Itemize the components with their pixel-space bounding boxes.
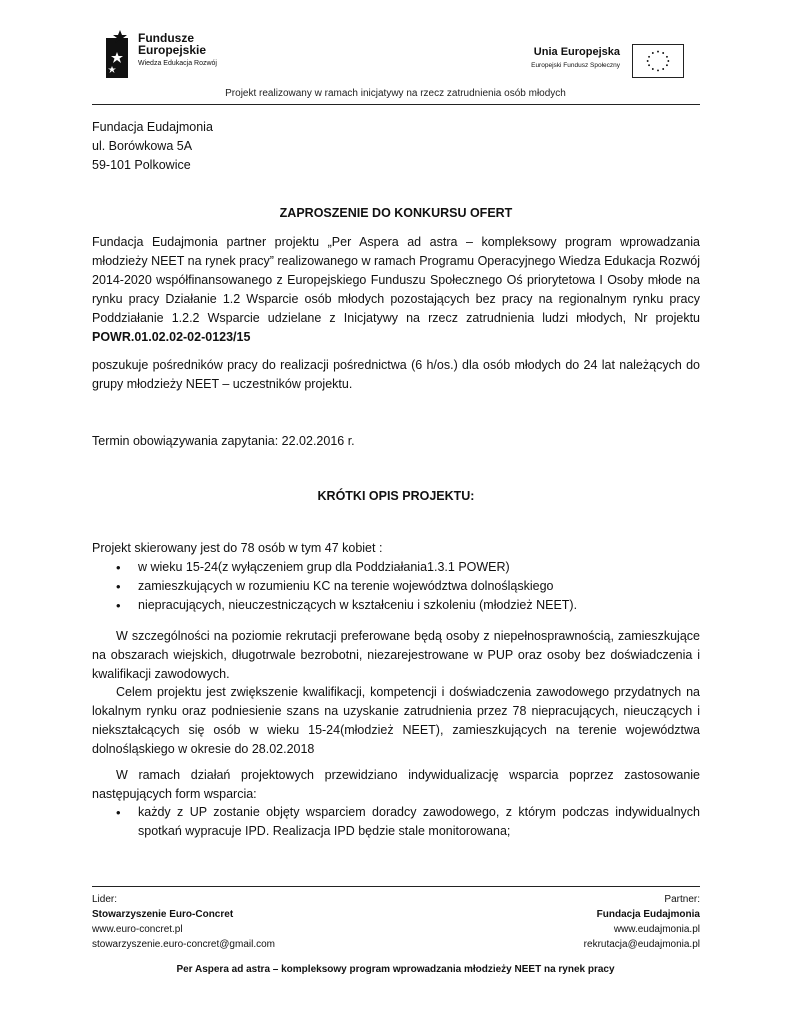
list-item: • zamieszkujących w rozumieniu KC na terenie województwa dolnośląskiego (116, 577, 700, 596)
target-intro: Projekt skierowany jest do 78 osób w tym 47 kobiet : (92, 541, 383, 555)
preferred-paragraph: W szczególności na poziomie rekrutacji preferowane będą osoby z niepełnosprawnością, zamieszkujące na obszarach wiejskich, długotrwale bezrobotni, niezarejestrowane w PUP oraz osoby bez doświadczenia i kwalifikacji zawodowych. (92, 629, 700, 681)
fe-logo-line2: Europejskie (138, 43, 207, 57)
footer-leader (92, 892, 275, 952)
footer-caption: Per Aspera ad astra – kompleksowy program wprowadzania młodzieży NEET na rynek pracy (176, 964, 615, 975)
ue-logo-line2: Europejski Fundusz Społeczny (531, 62, 620, 69)
deadline-text: Termin obowiązywania zapytania: 22.02.2016 r. (92, 434, 355, 448)
header-divider (92, 104, 700, 105)
leader-www[interactable]: www.euro-concret.pl (92, 924, 183, 935)
footer-divider (92, 886, 700, 887)
list-item: • niepracujących, nieuczestniczących w kształceniu i szkoleniu (młodzież NEET). (116, 596, 700, 615)
forms-block (92, 803, 700, 841)
unia-europejska-logo (508, 44, 684, 80)
address-line1: Fundacja Eudajmonia (92, 120, 213, 134)
section-title: KRÓTKI OPIS PROJEKTU: (317, 489, 475, 503)
eu-flag-icon (632, 44, 684, 78)
document-title: ZAPROSZENIE DO KONKURSU OFERT (279, 206, 513, 220)
leader-name: Stowarzyszenie Euro-Concret (92, 909, 234, 920)
address-block (92, 118, 700, 175)
ue-logo-line1: Unia Europejska (533, 46, 620, 58)
goal-paragraph: Celem projektu jest zwiększenie kwalifikacji, kompetencji i doświadczenia zawodowego przydatnych na lokalnym rynku oraz podniesienie szans na uzyskanie zatrudnienia przez 78 niepracujących, nieuczących i niekształcących się osób w wieku 15-24(młodzież NEET), zamieszkujących na terenie województwa dolnośląskiego w okresie do 28.02.2018 (92, 685, 700, 756)
partner-www[interactable]: www.eudajmonia.pl (613, 924, 700, 935)
leader-label: Lider: (92, 894, 118, 905)
fundusze-europejskie-logo (106, 30, 256, 78)
list-item: • w wieku 15-24(z wyłączeniem grup dla Poddziałania1.3.1 POWER) (116, 558, 700, 577)
fe-logo-line3: Wiedza Edukacja Rozwój (138, 60, 217, 67)
target-block (92, 539, 700, 615)
list-item: • każdy z UP zostanie objęty wsparciem doradcy zawodowego, z którym podczas indywidualnych spotkań wypracuje IPD. Realizacja IPD będzie stale monitorowana; (116, 803, 700, 841)
fe-star-icon (106, 30, 130, 78)
leader-email[interactable]: stowarzyszenie.euro-concret@gmail.com (92, 939, 275, 950)
fe-logo-line1: Fundusze (138, 31, 194, 45)
footer-partner (584, 892, 700, 952)
forms-list (92, 803, 700, 841)
partner-name: Fundacja Eudajmonia (596, 909, 700, 920)
intro-text: Fundacja Eudajmonia partner projektu „Per Aspera ad astra – kompleksowy program wprowadzania młodzieży NEET na rynek pracy” realizowanego w ramach Programu Operacyjnego Wiedza Edukacja Rozwój 2014-2020 współfinansowanego z Europejskiego Funduszu Społecznego Oś priorytetowa I Osoby młode na rynku pracy Działanie 1.2 Wsparcie osób młodych pozostających bez pracy na regionalnym rynku pracy Poddziałanie 1.2.2 Wsparcie udzielane z Inicjatywy na rzecz zatrudnienia ludzi młodych, Nr projektu (92, 235, 700, 325)
seeking-paragraph: poszukuje pośredników pracy do realizacji pośrednictwa (6 h/os.) dla osób młodych do 24 lat należących do grupy młodzieży NEET – uczestników projektu. (92, 358, 700, 391)
header-caption: Projekt realizowany w ramach inicjatywy na rzecz zatrudnienia osób młodych (225, 88, 566, 99)
partner-label: Partner: (664, 894, 700, 905)
address-line2: ul. Borówkowa 5A (92, 139, 193, 153)
address-line3: 59-101 Polkowice (92, 158, 191, 172)
forms-paragraph: W ramach działań projektowych przewidziano indywidualizację wsparcia poprzez zastosowanie następujących form wsparcia: (92, 768, 700, 801)
target-list (92, 558, 700, 615)
partner-email[interactable]: rekrutacja@eudajmonia.pl (583, 939, 700, 950)
project-number: POWR.01.02.02-02-0123/15 (92, 330, 251, 344)
intro-paragraph (92, 233, 700, 347)
